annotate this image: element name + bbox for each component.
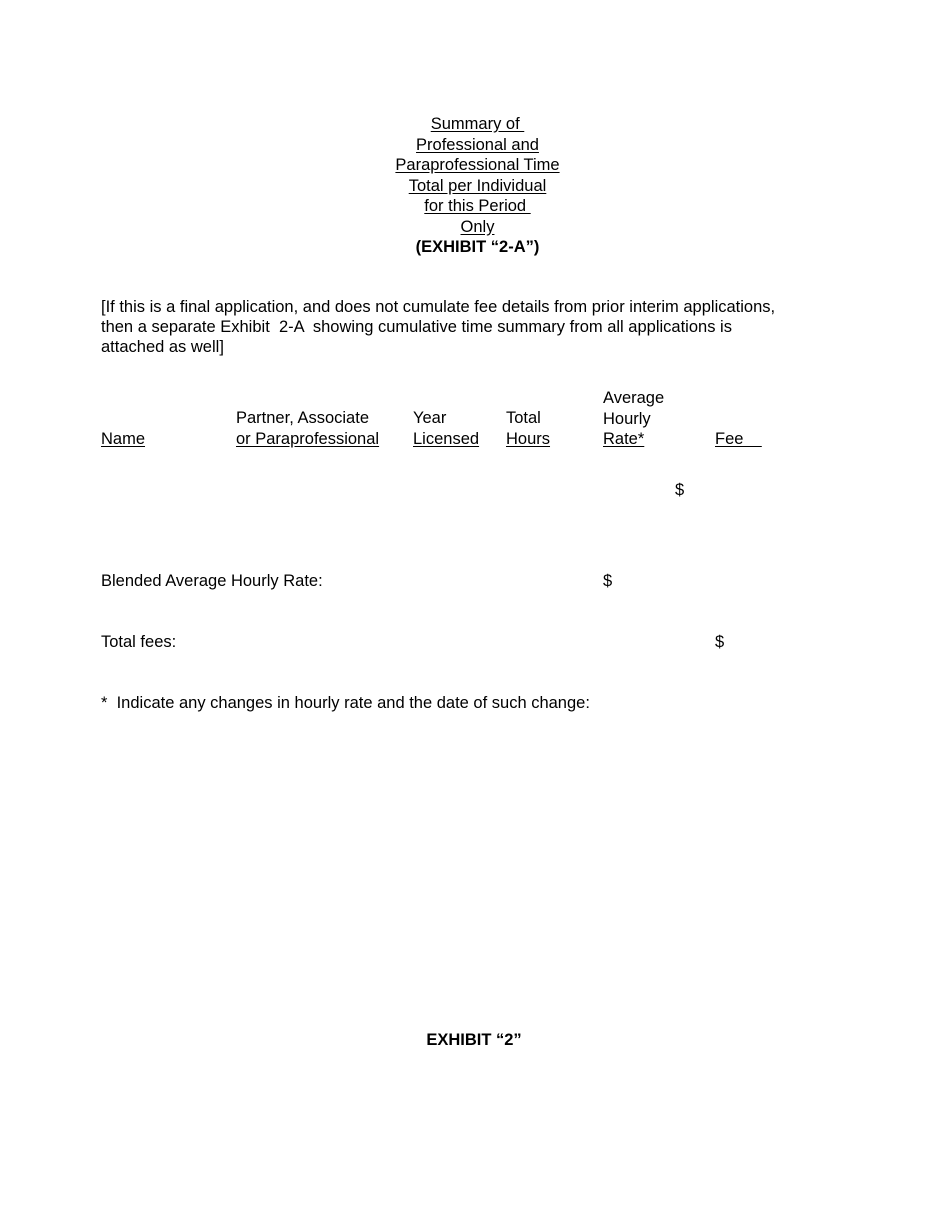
header-fee-label: Fee — [715, 430, 762, 448]
title-line-1: Summary of — [430, 115, 525, 133]
header-year — [413, 408, 479, 449]
header-fee — [715, 429, 762, 450]
total-fees-label: Total fees: — [101, 633, 177, 651]
intro-line-2: then a separate Exhibit 2-A showing cumulative time summary from all applications is — [101, 318, 732, 336]
blended-rate-label: Blended Average Hourly Rate: — [101, 572, 323, 590]
exhibit-2-footer: EXHIBIT “2” — [426, 1031, 522, 1049]
header-name — [101, 429, 145, 450]
blended-rate-currency: $ — [603, 572, 613, 590]
header-rate — [603, 388, 664, 450]
intro-line-1: [If this is a final application, and does not cumulate fee details from prior interim applications, — [101, 298, 776, 316]
header-role-line-2: or Paraprofessional — [236, 429, 380, 448]
total-fees-currency: $ — [715, 633, 725, 651]
exhibit-2a-label: (EXHIBIT “2-A”) — [415, 238, 540, 256]
header-hours-line-2: Hours — [506, 429, 551, 448]
title-line-3: Paraprofessional Time — [395, 156, 560, 174]
row-rate-currency: $ — [675, 481, 685, 499]
title-line-6: Only — [460, 217, 495, 236]
header-rate-line-3: Rate* — [603, 430, 645, 448]
header-year-line-2: Licensed — [413, 429, 480, 448]
header-role-line-1: Partner, Associate — [236, 409, 369, 427]
header-rate-line-1: Average — [603, 389, 665, 407]
header-year-line-1: Year — [413, 409, 447, 427]
title-line-4: Total per Individual — [408, 176, 547, 195]
document-title — [0, 114, 950, 258]
title-line-5: for this Period — [424, 197, 531, 215]
header-rate-line-2: Hourly — [603, 409, 651, 428]
intro-paragraph — [101, 297, 821, 357]
intro-line-3: attached as well] — [101, 338, 224, 356]
rate-change-footnote: * Indicate any changes in hourly rate and the date of such change: — [101, 694, 590, 712]
header-hours — [506, 408, 550, 449]
header-role — [236, 408, 379, 449]
header-hours-line-1: Total — [506, 409, 541, 427]
title-line-2: Professional and — [416, 135, 539, 154]
header-name-label: Name — [101, 430, 146, 448]
